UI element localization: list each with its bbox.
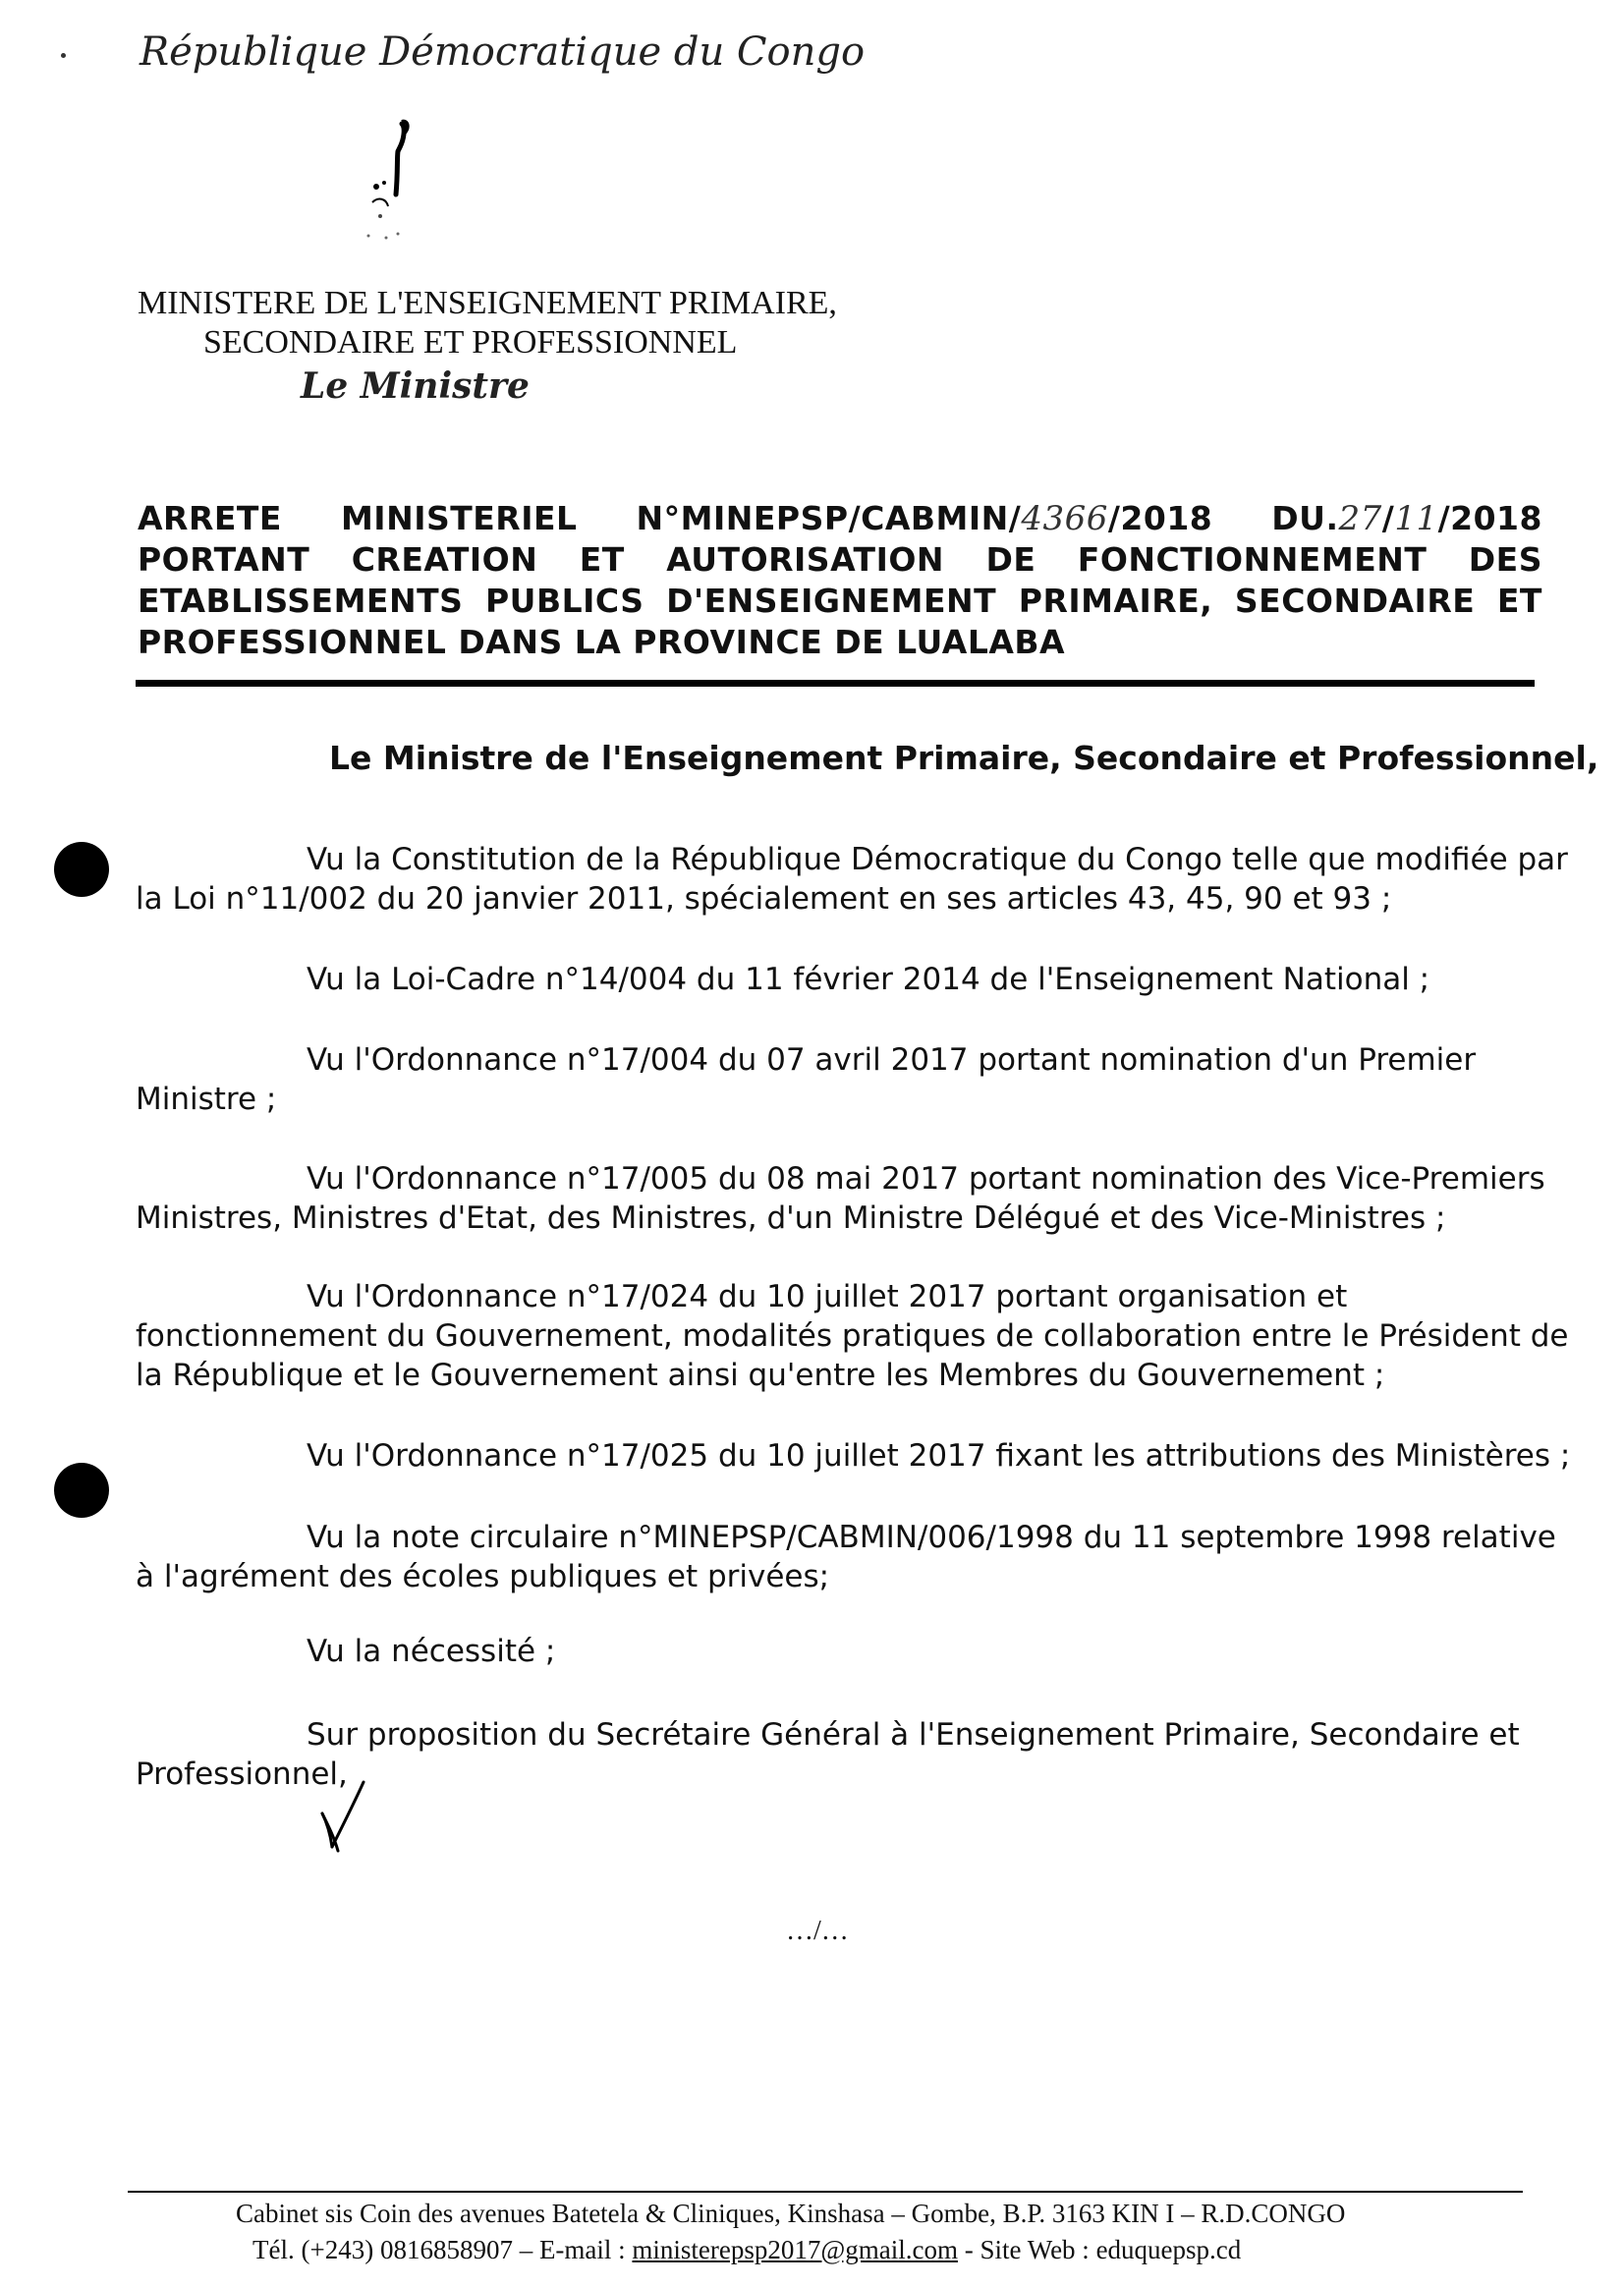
consideration-line: Vu l'Ordonnance n°17/004 du 07 avril 2017 portant nomination d'un Premier xyxy=(307,1042,1477,1078)
title-line-4: PROFESSIONNEL DANS LA PROVINCE DE LUALABA xyxy=(138,623,1066,661)
margin-mark xyxy=(61,53,66,58)
ministry-name-line1: MINISTERE DE L'ENSEIGNEMENT PRIMAIRE, xyxy=(138,285,837,321)
title-word: D'ENSEIGNEMENT xyxy=(666,582,997,620)
title-date-group xyxy=(1271,499,1542,538)
ministry-name-line2: SECONDAIRE ET PROFESSIONNEL xyxy=(203,324,738,361)
title-underline xyxy=(136,680,1535,687)
footer-website: - Site Web : eduquepsp.cd xyxy=(964,2235,1242,2264)
consideration-line: la Loi n°11/002 du 20 janvier 2011, spécialement en ses articles 43, 45, 90 et 93 ; xyxy=(136,881,1392,917)
title-word: /2018 xyxy=(1107,499,1213,537)
footer-rule xyxy=(128,2191,1523,2193)
consideration-line: Vu la nécessité ; xyxy=(307,1634,556,1669)
title-word: PUBLICS xyxy=(484,582,644,620)
footer-email-link[interactable]: ministerepsp2017@gmail.com xyxy=(632,2235,958,2264)
consideration-line: Vu la note circulaire n°MINEPSP/CABMIN/006/1998 du 11 septembre 1998 relative xyxy=(307,1520,1556,1555)
handwritten-initial-mark xyxy=(312,1778,381,1857)
footer-contact xyxy=(252,2235,1241,2265)
consideration-line: Ministres, Ministres d'Etat, des Ministres, d'un Ministre Délégué et des Vice-Ministres ; xyxy=(136,1200,1446,1236)
title-word: DE xyxy=(985,540,1036,579)
consideration-line: Ministre ; xyxy=(136,1082,277,1117)
consideration-line: fonctionnement du Gouvernement, modalités pratiques de collaboration entre le Président de xyxy=(136,1318,1569,1354)
punch-hole-bottom xyxy=(54,1463,109,1518)
title-word: ET xyxy=(579,540,625,579)
minister-signature-title: Le Ministre xyxy=(301,365,530,407)
title-word: N°MINEPSP/CABMIN/ xyxy=(636,499,1022,537)
title-line-3 xyxy=(138,582,1542,620)
consideration-line: à l'agrément des écoles publiques et privées; xyxy=(136,1559,830,1594)
title-word: / xyxy=(1381,499,1395,537)
consideration-line: Vu la Constitution de la République Démocratique du Congo telle que modifiée par xyxy=(307,842,1568,877)
title-word: DU. xyxy=(1271,499,1339,537)
consideration-line: Vu l'Ordonnance n°17/025 du 10 juillet 2017 fixant les attributions des Ministères ; xyxy=(307,1438,1571,1474)
title-word: /2018 xyxy=(1437,499,1542,537)
title-word: PORTANT xyxy=(138,540,310,579)
footer-address: Cabinet sis Coin des avenues Batetela & Cliniques, Kinshasa – Gombe, B.P. 3163 KIN I – R.D.CONGO xyxy=(236,2199,1346,2228)
title-word: MINISTERIEL xyxy=(340,499,578,537)
title-word: ETABLISSEMENTS xyxy=(138,582,464,620)
title-number-group xyxy=(637,499,1213,538)
title-line-1 xyxy=(138,499,1542,538)
consideration-line: Vu l'Ordonnance n°17/005 du 08 mai 2017 portant nomination des Vice-Premiers xyxy=(307,1161,1545,1197)
footer-phone: Tél. (+243) 0816858907 – E-mail : xyxy=(252,2235,626,2264)
title-word: FONCTIONNEMENT xyxy=(1077,540,1428,579)
consideration-line: la République et le Gouvernement ainsi qu'entre les Membres du Gouvernement ; xyxy=(136,1358,1385,1393)
consideration-line: Vu l'Ordonnance n°17/024 du 10 juillet 2017 portant organisation et xyxy=(307,1279,1348,1314)
title-word: AUTORISATION xyxy=(666,540,945,579)
handwritten-month: 11 xyxy=(1394,499,1438,538)
title-line-2 xyxy=(138,540,1542,579)
consideration-line: Sur proposition du Secrétaire Général à l'Enseignement Primaire, Secondaire et xyxy=(307,1717,1520,1753)
intro-heading: Le Ministre de l'Enseignement Primaire, Secondaire et Professionnel, xyxy=(329,739,1599,777)
title-word: ET xyxy=(1496,582,1542,620)
title-word: ARRETE xyxy=(138,499,282,537)
handwritten-decree-number: 4366 xyxy=(1021,499,1108,538)
title-word: SECONDAIRE xyxy=(1234,582,1476,620)
title-word: CREATION xyxy=(351,540,538,579)
title-word: DES xyxy=(1468,540,1542,579)
title-word: PRIMAIRE, xyxy=(1018,582,1213,620)
continuation-mark: …/… xyxy=(786,1916,849,1946)
punch-hole-top xyxy=(54,842,109,897)
country-header: République Démocratique du Congo xyxy=(140,29,866,75)
consideration-line: Professionnel, xyxy=(136,1757,348,1792)
handwritten-day: 27 xyxy=(1338,499,1382,538)
coat-of-arms-emblem xyxy=(359,118,427,246)
consideration-line: Vu la Loi-Cadre n°14/004 du 11 février 2014 de l'Enseignement National ; xyxy=(307,962,1430,997)
